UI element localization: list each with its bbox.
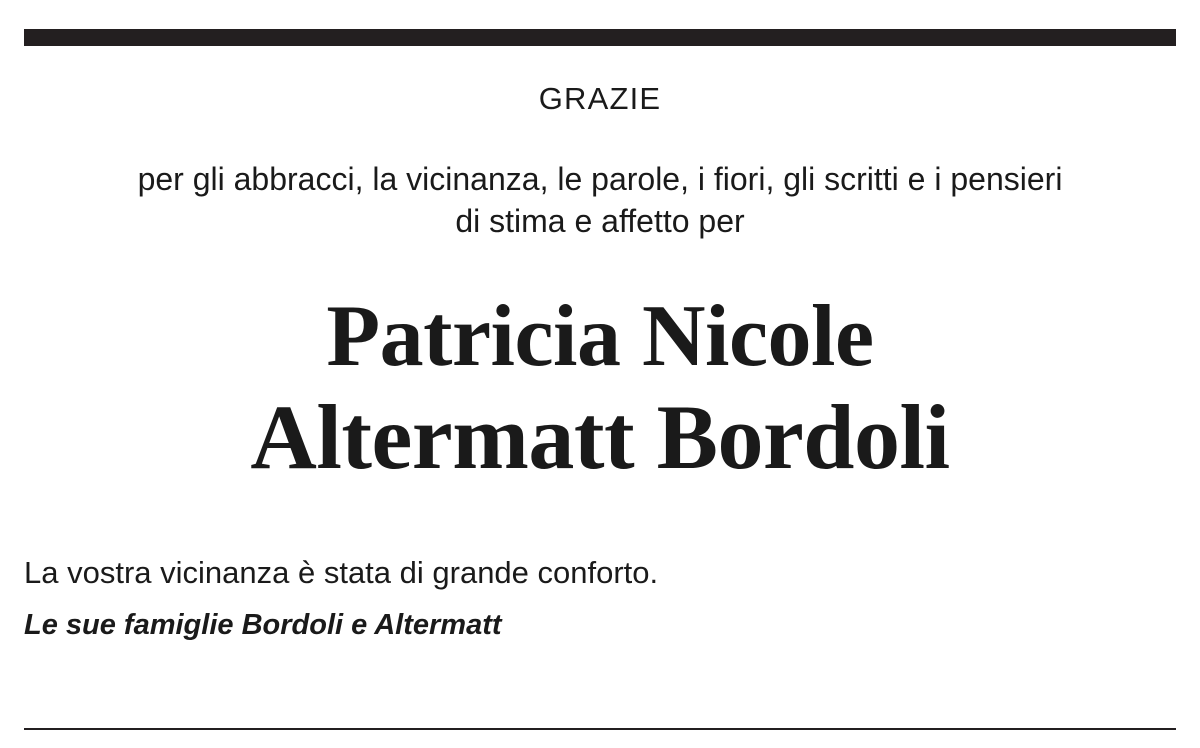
lead-paragraph xyxy=(24,158,1176,242)
deceased-name xyxy=(24,289,1176,487)
top-mourning-rule xyxy=(24,29,1176,46)
deceased-given-names: Patricia Nicole xyxy=(326,287,874,385)
family-signature: Le sue famiglie Bordoli e Altermatt xyxy=(24,609,502,642)
closing-message: La vostra vicinanza è stata di grande conforto. xyxy=(24,554,659,590)
deceased-surname: Altermatt Bordoli xyxy=(250,385,950,488)
thanks-heading: GRAZIE xyxy=(538,81,662,116)
notice-content xyxy=(24,60,1176,642)
lead-line-1: per gli abbracci, la vicinanza, le parole, i fiori, gli scritti e i pensieri xyxy=(137,161,1063,198)
lead-line-2: di stima e affetto per xyxy=(455,203,745,240)
bottom-rule xyxy=(24,728,1176,730)
